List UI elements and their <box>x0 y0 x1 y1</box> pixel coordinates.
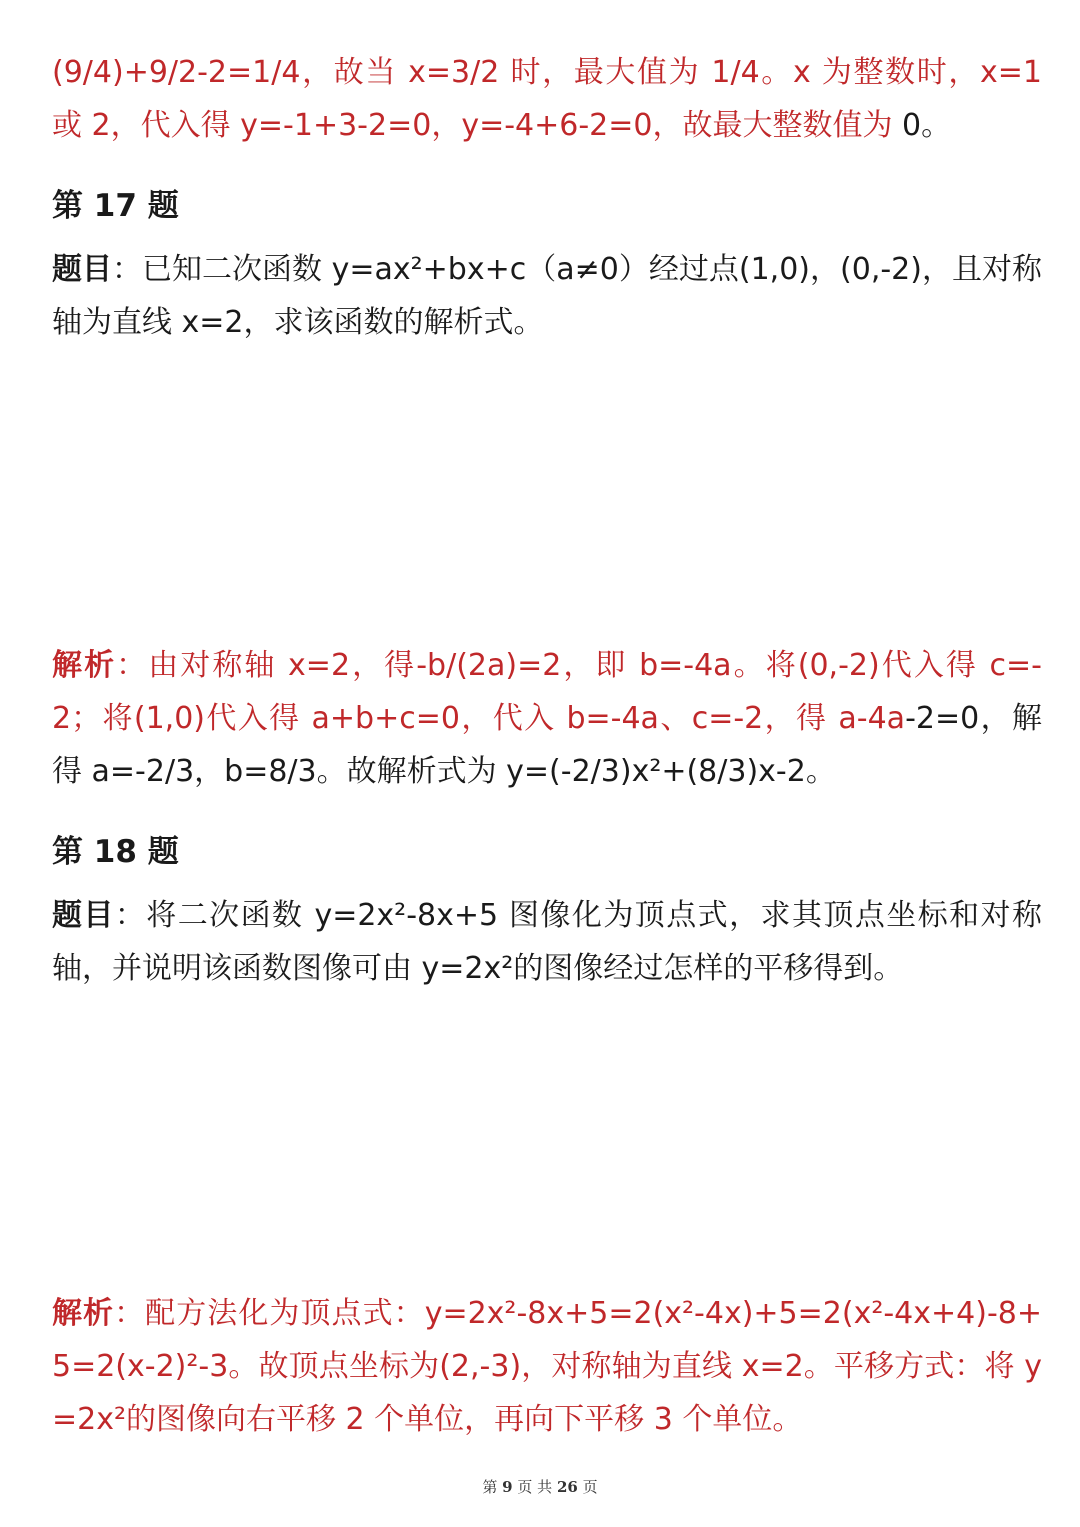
q17-answer-red: ：由对称轴 x=2，得-b/(2a)=2，即 b=-4a。将(0,-2)代入得 c=-2；将(1,0)代入得 a+b+c=0，代入 b=-4a、c=-2，得 a-4a <box>52 648 1043 736</box>
q18-question-text: ：将二次函数 y=2x²-8x+5 图像化为顶点式，求其顶点坐标和对称轴，并说明该函数图像可由 y=2x²的图像经过怎样的平移得到。 <box>52 898 1042 986</box>
footer-total-pages: 26 <box>556 1478 578 1496</box>
q17-question-label: 题目 <box>52 252 113 287</box>
q18-answer-label: 解析 <box>52 1296 115 1331</box>
footer-suffix: 页 <box>582 1478 598 1496</box>
footer-prefix: 第 <box>482 1478 498 1496</box>
q17-heading: 第 17 题 <box>52 188 179 224</box>
q18-answer <box>52 1287 1042 1446</box>
q18-answer-red: ：配方法化为顶点式：y=2x²-8x+5=2(x²-4x)+5=2(x²-4x+4)-8+5=2(x-2)²-3。故顶点坐标为(2,-3)，对称轴为直线 x=2。平移方式：将 y=2x²的图像向右平移 2 个单位，再向下平移 3 个单位。 <box>52 1296 1042 1437</box>
q17-answer-dark: -2=0，解得 a=-2/3，b=8/3。故解析式为 y=(-2/3)x²+(8/3)x-2。 <box>52 701 1042 789</box>
q17-answer <box>52 639 1042 798</box>
q18-question <box>52 889 1042 995</box>
page-footer <box>0 1476 1080 1497</box>
q17-question-text: ：已知二次函数 y=ax²+bx+c（a≠0）经过点(1,0)，(0,-2)，且对称轴为直线 x=2，求该函数的解析式。 <box>52 252 1042 340</box>
footer-middle: 页 共 <box>517 1478 553 1496</box>
q17-answer-label: 解析 <box>52 648 117 683</box>
intro-red-text: (9/4)+9/2-2=1/4，故当 x=3/2 时，最大值为 1/4。x 为整数时，x=1 或 2，代入得 y=-1+3-2=0，y=-4+6-2=0，故最大整数值为 <box>52 55 1042 143</box>
q18-heading-block <box>52 832 1042 872</box>
footer-page-number: 9 <box>502 1478 513 1496</box>
q18-heading: 第 18 题 <box>52 834 179 870</box>
q17-heading-block <box>52 186 1042 226</box>
q18-question-label: 题目 <box>52 898 115 933</box>
intro-dark-tail: 0。 <box>902 108 952 143</box>
q17-question <box>52 243 1042 349</box>
intro-paragraph <box>52 46 1042 152</box>
